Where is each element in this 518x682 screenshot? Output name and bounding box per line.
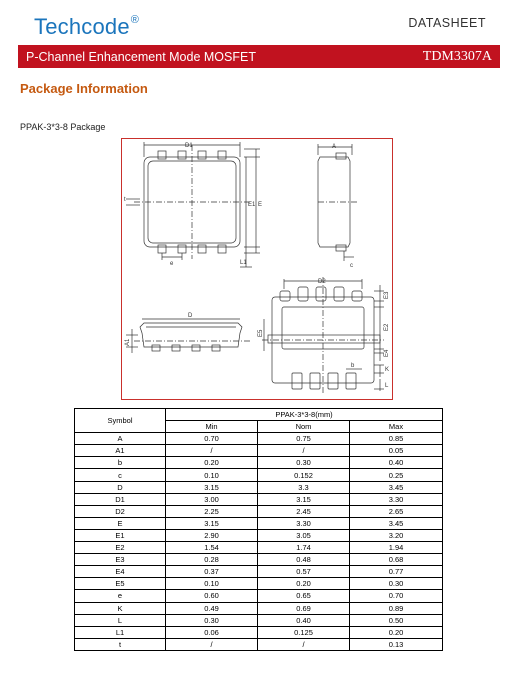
cell-max: 3.45: [350, 517, 443, 529]
label-D: D: [188, 313, 193, 319]
cell-max: 0.70: [350, 590, 443, 602]
table-row: [75, 638, 443, 650]
cell-max: 3.30: [350, 493, 443, 505]
table-row: [75, 590, 443, 602]
top-view: [126, 142, 263, 267]
cell-min: 0.49: [166, 602, 258, 614]
bottom-view: [262, 277, 384, 395]
cell-max: 1.94: [350, 542, 443, 554]
cell-nom: 3.05: [258, 529, 350, 541]
table-row: [75, 529, 443, 541]
label-D1: D1: [185, 143, 193, 149]
cell-symbol: L1: [75, 626, 166, 638]
table-row: [75, 469, 443, 481]
cell-symbol: E1: [75, 529, 166, 541]
cell-min: 0.06: [166, 626, 258, 638]
cell-min: /: [166, 445, 258, 457]
cell-max: 0.20: [350, 626, 443, 638]
cell-symbol: L: [75, 614, 166, 626]
table-row: [75, 626, 443, 638]
cell-symbol: A1: [75, 445, 166, 457]
cell-min: 3.15: [166, 517, 258, 529]
table-row: [75, 457, 443, 469]
table-row: [75, 445, 443, 457]
table-row: [75, 542, 443, 554]
cell-max: 0.85: [350, 433, 443, 445]
cell-nom: 0.20: [258, 578, 350, 590]
label-D2: D2: [318, 279, 326, 285]
cell-min: 2.90: [166, 529, 258, 541]
package-dimension-header: PPAK-3*3-8(mm): [166, 409, 443, 421]
label-b: b: [351, 363, 355, 369]
label-A: A: [332, 144, 337, 150]
label-E5: E5: [258, 329, 264, 337]
max-header: Max: [350, 421, 443, 433]
product-title: P-Channel Enhancement Mode MOSFET: [26, 49, 256, 64]
cell-min: 0.30: [166, 614, 258, 626]
cell-min: 3.00: [166, 493, 258, 505]
logo-text: Techcode: [34, 14, 130, 39]
cell-symbol: E5: [75, 578, 166, 590]
min-header: Min: [166, 421, 258, 433]
cell-nom: 0.30: [258, 457, 350, 469]
label-e: e: [170, 261, 174, 267]
cell-min: 0.20: [166, 457, 258, 469]
table-row: [75, 505, 443, 517]
cell-max: 0.30: [350, 578, 443, 590]
label-E4: E4: [384, 349, 390, 357]
label-K: K: [385, 367, 390, 373]
cell-max: 3.20: [350, 529, 443, 541]
cell-max: 0.40: [350, 457, 443, 469]
front-view: [126, 319, 250, 353]
cell-nom: 0.125: [258, 626, 350, 638]
label-E: E: [258, 202, 263, 208]
cell-nom: 3.3: [258, 481, 350, 493]
table-row: [75, 481, 443, 493]
cell-symbol: e: [75, 590, 166, 602]
cell-max: 0.89: [350, 602, 443, 614]
cell-symbol: E4: [75, 566, 166, 578]
cell-max: 0.25: [350, 469, 443, 481]
table-row: [75, 602, 443, 614]
cell-symbol: E: [75, 517, 166, 529]
cell-nom: /: [258, 638, 350, 650]
cell-symbol: D: [75, 481, 166, 493]
cell-nom: 0.65: [258, 590, 350, 602]
dimension-table: [74, 408, 443, 651]
cell-nom: /: [258, 445, 350, 457]
cell-min: 0.28: [166, 554, 258, 566]
doc-type-label: DATASHEET: [408, 16, 486, 30]
table-row: [75, 578, 443, 590]
package-outline-drawing: [121, 138, 393, 400]
cell-symbol: K: [75, 602, 166, 614]
table-row: [75, 433, 443, 445]
cell-symbol: t: [75, 638, 166, 650]
cell-symbol: b: [75, 457, 166, 469]
side-view: [318, 144, 358, 261]
package-outline-svg: [122, 139, 392, 399]
cell-min: 2.25: [166, 505, 258, 517]
cell-max: 0.13: [350, 638, 443, 650]
techcode-logo: [34, 12, 139, 42]
label-c: c: [350, 263, 353, 269]
cell-symbol: E3: [75, 554, 166, 566]
package-label: PPAK-3*3-8 Package: [20, 122, 106, 132]
cell-max: 0.50: [350, 614, 443, 626]
cell-min: 0.10: [166, 578, 258, 590]
label-t: t: [124, 197, 126, 203]
cell-max: 0.68: [350, 554, 443, 566]
cell-symbol: c: [75, 469, 166, 481]
symbol-header: Symbol: [75, 409, 166, 433]
cell-max: 0.05: [350, 445, 443, 457]
table-row: [75, 554, 443, 566]
cell-symbol: E2: [75, 542, 166, 554]
table-row: [75, 493, 443, 505]
cell-nom: 0.69: [258, 602, 350, 614]
label-L: L: [385, 383, 389, 389]
cell-nom: 0.57: [258, 566, 350, 578]
cell-min: 0.60: [166, 590, 258, 602]
nom-header: Nom: [258, 421, 350, 433]
label-E2: E2: [384, 323, 390, 331]
cell-nom: 0.152: [258, 469, 350, 481]
label-E3: E3: [384, 291, 390, 299]
cell-min: 3.15: [166, 481, 258, 493]
cell-min: 0.10: [166, 469, 258, 481]
table-row: [75, 614, 443, 626]
cell-nom: 2.45: [258, 505, 350, 517]
registered-mark: ®: [130, 14, 139, 26]
title-bar: [18, 45, 500, 68]
cell-min: /: [166, 638, 258, 650]
label-A1: A1: [125, 338, 131, 346]
cell-nom: 3.15: [258, 493, 350, 505]
table-row: [75, 517, 443, 529]
cell-min: 1.54: [166, 542, 258, 554]
table-row: [75, 566, 443, 578]
cell-symbol: D2: [75, 505, 166, 517]
cell-max: 2.65: [350, 505, 443, 517]
cell-nom: 0.40: [258, 614, 350, 626]
cell-nom: 3.30: [258, 517, 350, 529]
cell-max: 0.77: [350, 566, 443, 578]
cell-max: 3.45: [350, 481, 443, 493]
cell-symbol: A: [75, 433, 166, 445]
part-number: TDM3307A: [422, 48, 492, 64]
cell-nom: 1.74: [258, 542, 350, 554]
section-title: Package Information: [20, 81, 148, 96]
label-E1: E1: [248, 202, 256, 208]
cell-min: 0.70: [166, 433, 258, 445]
cell-min: 0.37: [166, 566, 258, 578]
cell-symbol: D1: [75, 493, 166, 505]
label-L1: L1: [240, 260, 247, 266]
cell-nom: 0.75: [258, 433, 350, 445]
dimension-rows: [75, 433, 443, 651]
cell-nom: 0.48: [258, 554, 350, 566]
